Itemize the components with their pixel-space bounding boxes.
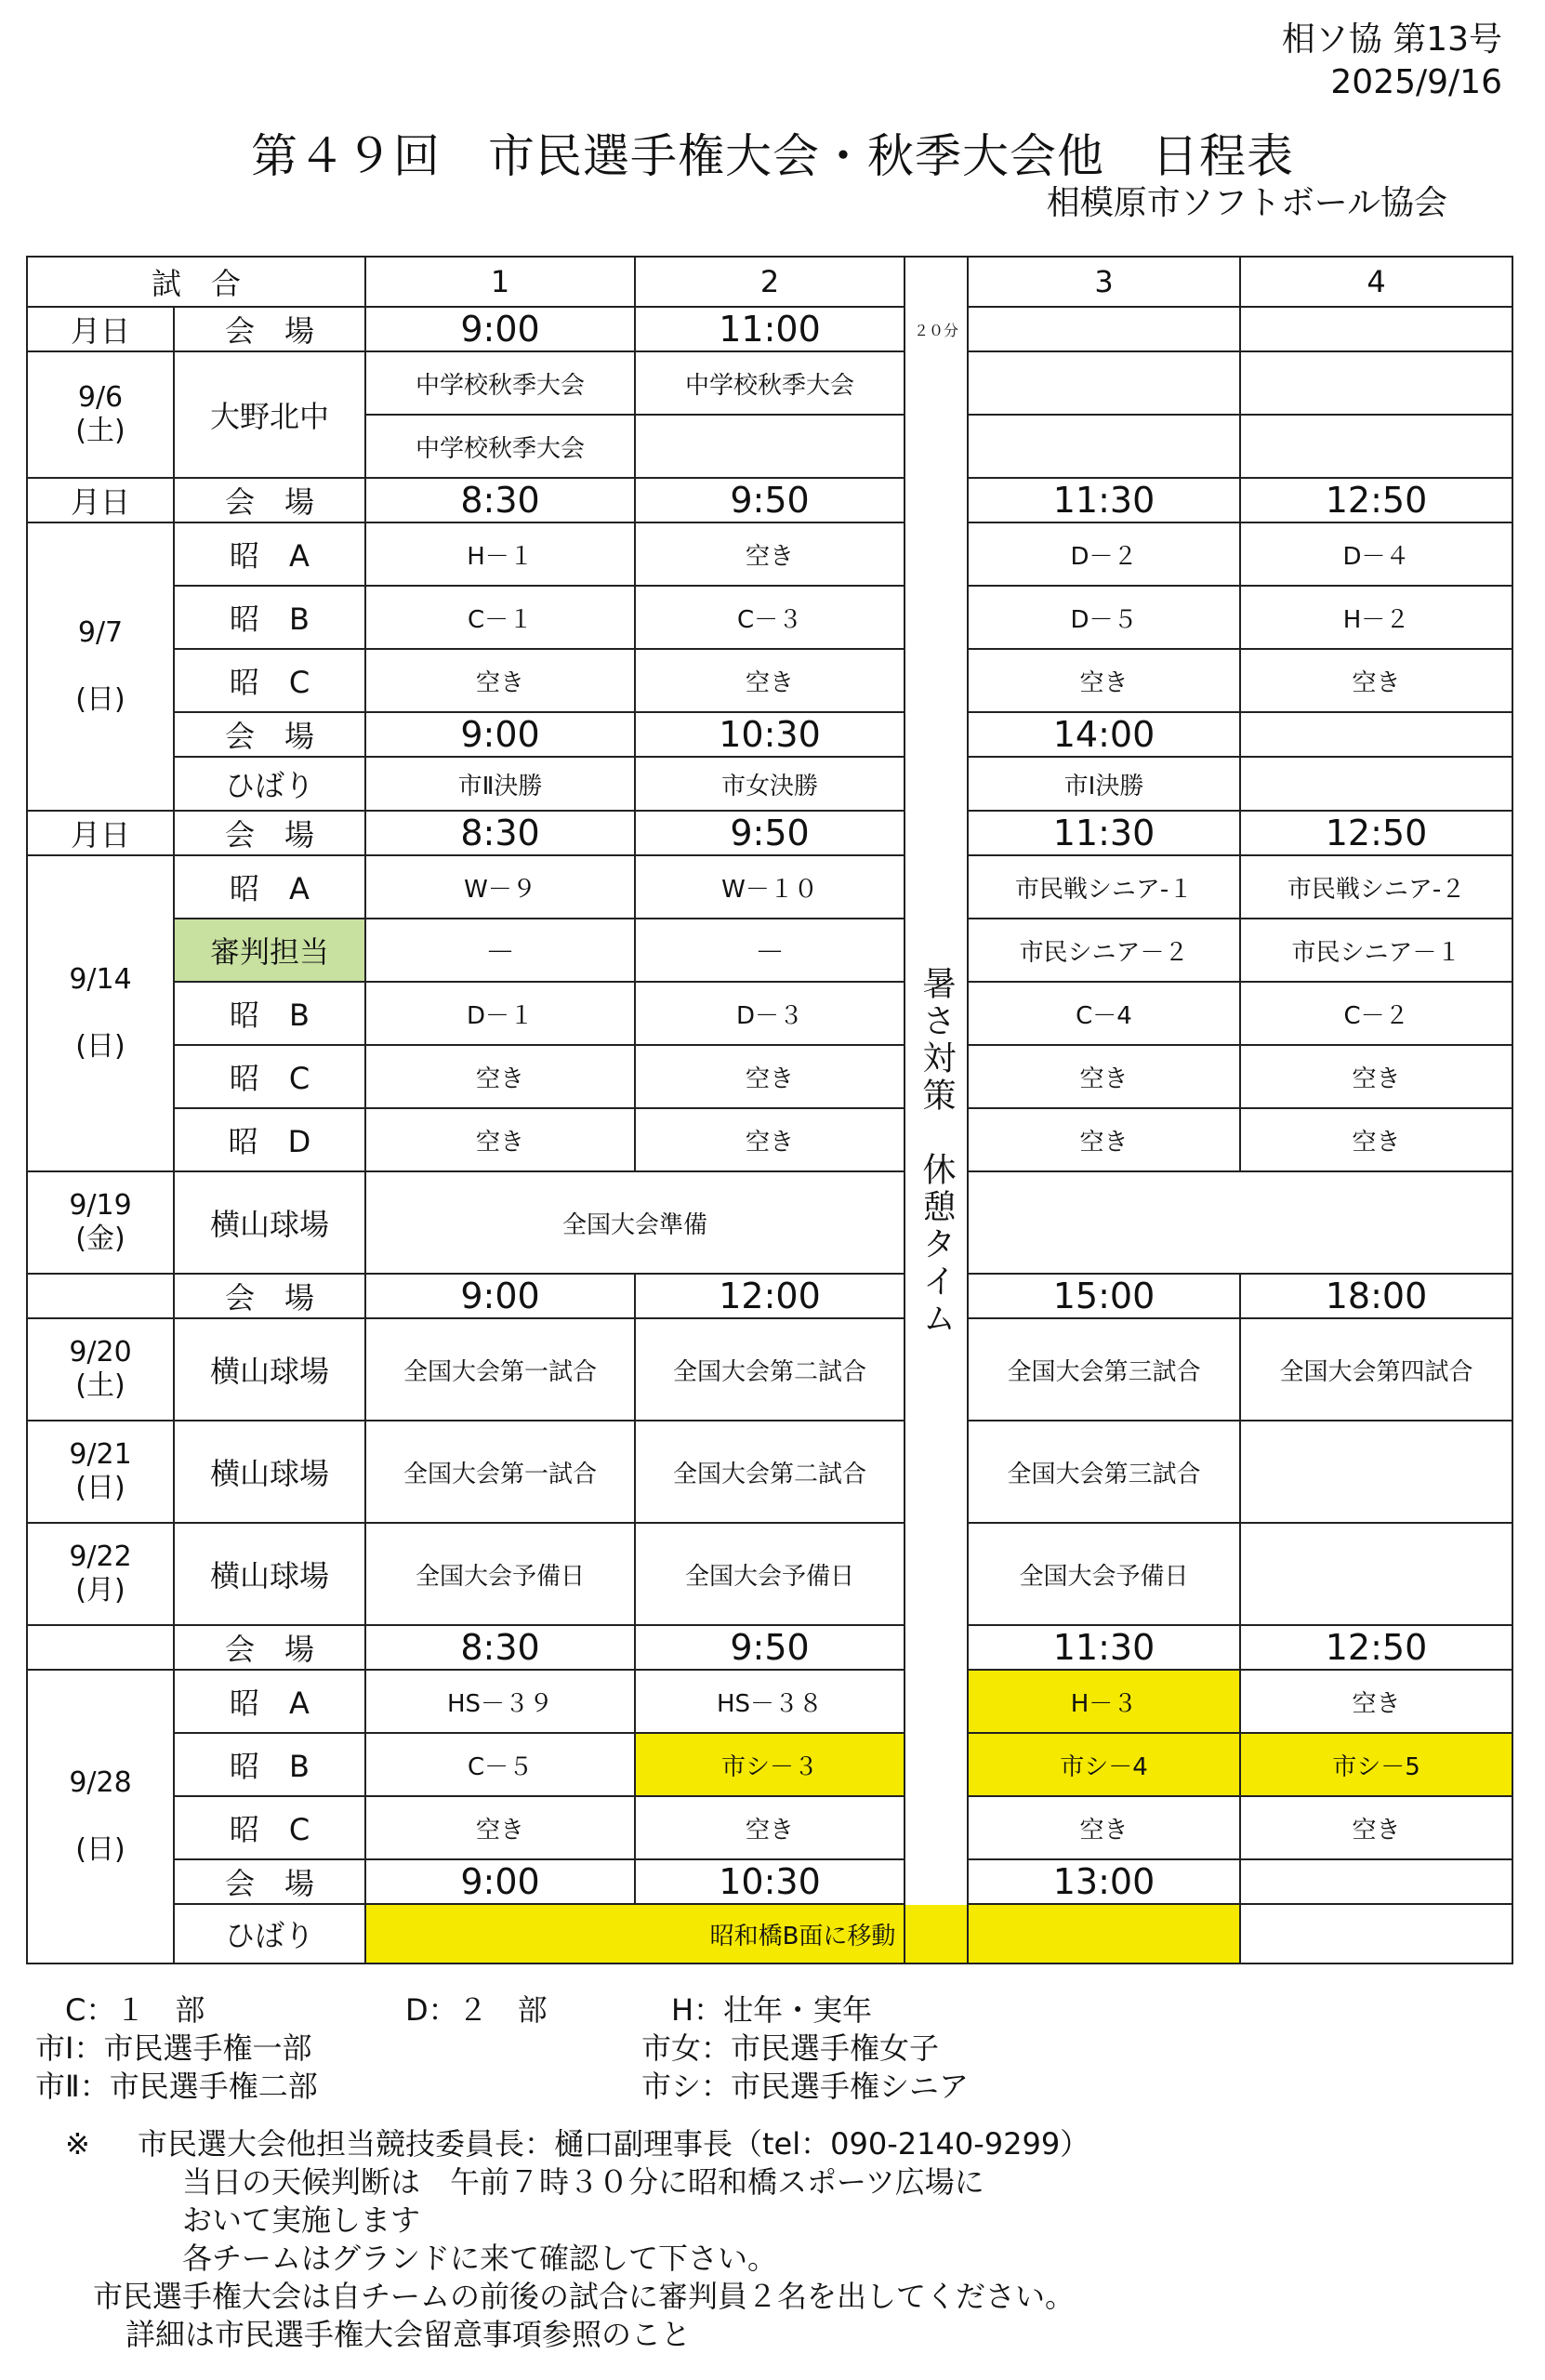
game-cell: 市Ⅱ決勝 [365, 757, 635, 811]
time-col-1: 9:00 [365, 307, 635, 351]
time-row [27, 1274, 1512, 1318]
month-day-label [27, 1625, 174, 1670]
time-row [27, 1859, 1512, 1904]
game-cell [1240, 415, 1512, 478]
table-row [27, 649, 1512, 712]
time-row [27, 712, 1512, 757]
time-col-4 [1240, 712, 1512, 757]
field-cell: 昭 C [174, 1796, 365, 1859]
game-cell: 中学校秋季大会 [365, 351, 635, 415]
date-text: 9/20 [69, 1336, 132, 1368]
time-col-3: 14:00 [968, 712, 1240, 757]
game-cell: 空き [1240, 1045, 1512, 1108]
note-line: 詳細は市民選手権大会留意事項参照のこと [125, 2317, 692, 2352]
time-col-1: 9:00 [365, 1859, 635, 1904]
table-row [27, 757, 1512, 811]
table-row [27, 1045, 1512, 1108]
game-cell [635, 415, 905, 478]
table-row [27, 351, 1512, 415]
field-cell: 昭 B [174, 982, 365, 1045]
header-col-4: 4 [1240, 257, 1512, 307]
game-cell: 空き [635, 649, 905, 712]
time-col-2: 9:50 [635, 1625, 905, 1670]
time-col-2: 10:30 [635, 712, 905, 757]
date-text: 9/14 [69, 963, 132, 996]
weekday-text: (日) [75, 1030, 125, 1063]
table-row [27, 586, 1512, 649]
venue-cell: 横山球場 [174, 1421, 365, 1523]
break-minutes [905, 307, 968, 351]
table-row [27, 982, 1512, 1045]
field-cell: 昭 B [174, 586, 365, 649]
game-cell: HS－３８ [635, 1670, 905, 1733]
venue-label: 会 場 [174, 307, 365, 351]
time-col-4: 12:50 [1240, 1625, 1512, 1670]
date-cell [27, 1523, 174, 1625]
game-cell: 市民戦シニア-１ [968, 855, 1240, 919]
game-cell: 空き [1240, 1796, 1512, 1859]
date-cell [27, 351, 174, 478]
game-cell: 全国大会第一試合 [365, 1318, 635, 1421]
game-cell-highlighted: 市シ－4 [968, 1733, 1240, 1796]
game-cell [1240, 1523, 1512, 1625]
field-cell: 昭 C [174, 649, 365, 712]
game-cell: H－１ [365, 522, 635, 586]
time-row [27, 811, 1512, 855]
time-row [27, 307, 1512, 351]
field-cell: 昭 D [174, 1108, 365, 1171]
time-row [27, 478, 1512, 522]
time-col-2: 10:30 [635, 1859, 905, 1904]
legend-shijo: 市女：市民選手権女子 [641, 2030, 940, 2066]
game-cell: 全国大会予備日 [365, 1523, 635, 1625]
time-col-4 [1240, 1859, 1512, 1904]
note-mark: ※ [65, 2126, 90, 2162]
page-title: 第４９回 市民選手権大会・秋季大会他 日程表 [251, 129, 1294, 183]
schedule-table [26, 256, 1513, 1964]
game-cell: C－５ [365, 1733, 635, 1796]
time-col-4: 18:00 [1240, 1274, 1512, 1318]
table-row [27, 919, 1512, 982]
venue-cell: 横山球場 [174, 1171, 365, 1274]
header-col-1: 1 [365, 257, 635, 307]
game-cell-highlighted: 市シ－３ [635, 1733, 905, 1796]
referee-cell: 市民シニア－１ [1240, 919, 1512, 982]
game-cell: 空き [635, 522, 905, 586]
time-col-1: 8:30 [365, 811, 635, 855]
venue-cell: 横山球場 [174, 1318, 365, 1421]
venue-label: 会 場 [174, 1859, 365, 1904]
association-name: 相模原市ソフトボール協会 [1046, 184, 1447, 222]
game-cell: 空き [365, 1045, 635, 1108]
table-row [27, 1318, 1512, 1421]
venue-cell: 大野北中 [174, 351, 365, 478]
date-text: 9/6 [77, 381, 124, 414]
game-cell: 市Ⅰ決勝 [968, 757, 1240, 811]
game-cell: 全国大会第四試合 [1240, 1318, 1512, 1421]
venue-cell: 横山球場 [174, 1523, 365, 1625]
time-row [27, 1625, 1512, 1670]
time-col-1: 8:30 [365, 478, 635, 522]
weekday-text: (土) [75, 415, 125, 447]
field-cell: 昭 C [174, 1045, 365, 1108]
date-text: 9/21 [69, 1438, 132, 1471]
game-cell: 全国大会第二試合 [635, 1318, 905, 1421]
game-cell: 全国大会第二試合 [635, 1421, 905, 1523]
time-col-1: 9:00 [365, 1274, 635, 1318]
break-text: 暑さ対策 休憩タイム [918, 966, 957, 1338]
note-line: 各チームはグランドに来て確認して下さい。 [182, 2241, 778, 2276]
game-cell: W－１０ [635, 855, 905, 919]
month-day-label: 月日 [27, 307, 174, 351]
table-row [27, 1904, 1512, 1964]
game-cell: 空き [968, 649, 1240, 712]
date-cell [27, 1171, 174, 1274]
date-text: 9/28 [69, 1766, 132, 1799]
legend-shi2: 市Ⅱ：市民選手権二部 [35, 2069, 318, 2104]
field-cell: ひばり [174, 757, 365, 811]
game-cell: 空き [968, 1796, 1240, 1859]
time-col-3: 11:30 [968, 1625, 1240, 1670]
time-col-4: 12:50 [1240, 478, 1512, 522]
game-cell: HS－３９ [365, 1670, 635, 1733]
break-minutes-label: ２０分 [914, 321, 959, 339]
game-cell: 空き [968, 1045, 1240, 1108]
table-row [27, 522, 1512, 586]
field-cell: 昭 A [174, 522, 365, 586]
game-cell: 空き [1240, 1108, 1512, 1171]
time-col-2: 9:50 [635, 478, 905, 522]
month-day-label: 月日 [27, 811, 174, 855]
note-line: 当日の天候判断は 午前７時３０分に昭和橋スポーツ広場に [182, 2164, 984, 2200]
date-cell [27, 522, 174, 811]
weekday-text: (月) [75, 1574, 125, 1606]
note-line: おいて実施します [182, 2202, 421, 2238]
game-cell: 全国大会予備日 [635, 1523, 905, 1625]
referee-cell: 市民シニア－２ [968, 919, 1240, 982]
game-cell-highlighted: H－３ [968, 1670, 1240, 1733]
table-row [27, 1796, 1512, 1859]
break-column-header [905, 257, 968, 307]
venue-label: 会 場 [174, 1274, 365, 1318]
time-col-4 [1240, 307, 1512, 351]
game-cell: C－１ [365, 586, 635, 649]
legend-shi1: 市Ⅰ：市民選手権一部 [35, 2030, 312, 2066]
table-row [27, 1523, 1512, 1625]
legend-c: C：１ 部 [65, 1992, 205, 2028]
field-cell: ひばり [174, 1904, 365, 1964]
venue-label: 会 場 [174, 478, 365, 522]
game-cell: C－３ [635, 586, 905, 649]
time-col-3: 15:00 [968, 1274, 1240, 1318]
date-cell [27, 1421, 174, 1523]
table-header-row [27, 257, 1512, 307]
game-cell: 空き [635, 1045, 905, 1108]
game-cell: 全国大会準備 [365, 1171, 905, 1274]
table-row [27, 1421, 1512, 1523]
legend-shishi: 市シ：市民選手権シニア [641, 2069, 970, 2104]
document-date: 2025/9/16 [1330, 63, 1502, 101]
month-day-label [27, 1274, 174, 1318]
time-col-1: 8:30 [365, 1625, 635, 1670]
venue-label: 会 場 [174, 1625, 365, 1670]
month-day-label: 月日 [27, 478, 174, 522]
game-cell: 空き [1240, 1670, 1512, 1733]
venue-label: 会 場 [174, 712, 365, 757]
game-cell: 空き [365, 1796, 635, 1859]
game-cell: 全国大会予備日 [968, 1523, 1240, 1625]
table-row [27, 1733, 1512, 1796]
game-cell: 空き [635, 1108, 905, 1171]
date-cell [27, 1318, 174, 1421]
game-cell: 空き [635, 1796, 905, 1859]
game-cell: D－５ [968, 586, 1240, 649]
weekday-text: (日) [75, 1472, 125, 1504]
game-cell [1240, 1904, 1512, 1964]
note-line: 市民選大会他担当競技委員長：樋口副理事長（tel：090-2140-9299） [138, 2126, 1090, 2162]
table-row [27, 1171, 1512, 1274]
time-col-3: 13:00 [968, 1859, 1240, 1904]
game-cell: 中学校秋季大会 [635, 351, 905, 415]
weekday-text: (日) [75, 683, 125, 716]
legend-d: D：２ 部 [405, 1992, 548, 2028]
weekday-text: (金) [75, 1223, 125, 1255]
game-cell [1240, 351, 1512, 415]
game-cell: 全国大会第三試合 [968, 1318, 1240, 1421]
game-cell: W－９ [365, 855, 635, 919]
weekday-text: (土) [75, 1369, 125, 1402]
date-text: 9/19 [69, 1189, 132, 1222]
game-cell: D－４ [1240, 522, 1512, 586]
field-cell: 昭 B [174, 1733, 365, 1796]
referee-cell: － [635, 919, 905, 982]
time-col-2: 9:50 [635, 811, 905, 855]
table-row [27, 1670, 1512, 1733]
game-cell: 空き [365, 649, 635, 712]
game-cell: H－２ [1240, 586, 1512, 649]
legend-h: H：壮年・実年 [671, 1992, 873, 2028]
game-cell: 中学校秋季大会 [365, 415, 635, 478]
game-cell: 空き [365, 1108, 635, 1171]
game-cell [968, 415, 1240, 478]
header-col-3: 3 [968, 257, 1240, 307]
table-row [27, 1108, 1512, 1171]
referee-label: 審判担当 [174, 919, 365, 982]
game-cell: 全国大会第一試合 [365, 1421, 635, 1523]
table-row [27, 855, 1512, 919]
header-col-2: 2 [635, 257, 905, 307]
date-text: 9/7 [77, 616, 124, 649]
game-cell: 全国大会第三試合 [968, 1421, 1240, 1523]
game-cell: C－4 [968, 982, 1240, 1045]
game-cell-highlighted: 市シ－5 [1240, 1733, 1512, 1796]
game-cell [968, 1171, 1512, 1274]
date-cell [27, 1670, 174, 1964]
game-cell: D－２ [968, 522, 1240, 586]
time-col-1: 9:00 [365, 712, 635, 757]
game-cell: 市女決勝 [635, 757, 905, 811]
time-col-3: 11:30 [968, 811, 1240, 855]
time-col-2: 12:00 [635, 1274, 905, 1318]
time-col-4: 12:50 [1240, 811, 1512, 855]
time-col-3 [968, 307, 1240, 351]
weekday-text: (日) [75, 1833, 125, 1866]
game-cell: 空き [968, 1108, 1240, 1171]
header-game: 試 合 [27, 257, 365, 307]
venue-label: 会 場 [174, 811, 365, 855]
date-cell [27, 855, 174, 1171]
field-cell: 昭 A [174, 855, 365, 919]
document-number: 相ソ協 第13号 [1281, 20, 1502, 59]
game-cell-highlighted: 昭和橋B面に移動 [365, 1904, 1240, 1964]
time-col-3: 11:30 [968, 478, 1240, 522]
game-cell: 市民戦シニア-２ [1240, 855, 1512, 919]
time-col-2: 11:00 [635, 307, 905, 351]
game-cell: C－２ [1240, 982, 1512, 1045]
game-cell [1240, 757, 1512, 811]
game-cell: 空き [1240, 649, 1512, 712]
note-line: 市民選手権大会は自チームの前後の試合に審判員２名を出してください。 [93, 2279, 1076, 2314]
game-cell [1240, 1421, 1512, 1523]
date-text: 9/22 [69, 1540, 132, 1573]
break-column [905, 351, 968, 1964]
game-cell [968, 351, 1240, 415]
game-cell: D－３ [635, 982, 905, 1045]
field-cell: 昭 A [174, 1670, 365, 1733]
game-cell: D－１ [365, 982, 635, 1045]
referee-cell: － [365, 919, 635, 982]
